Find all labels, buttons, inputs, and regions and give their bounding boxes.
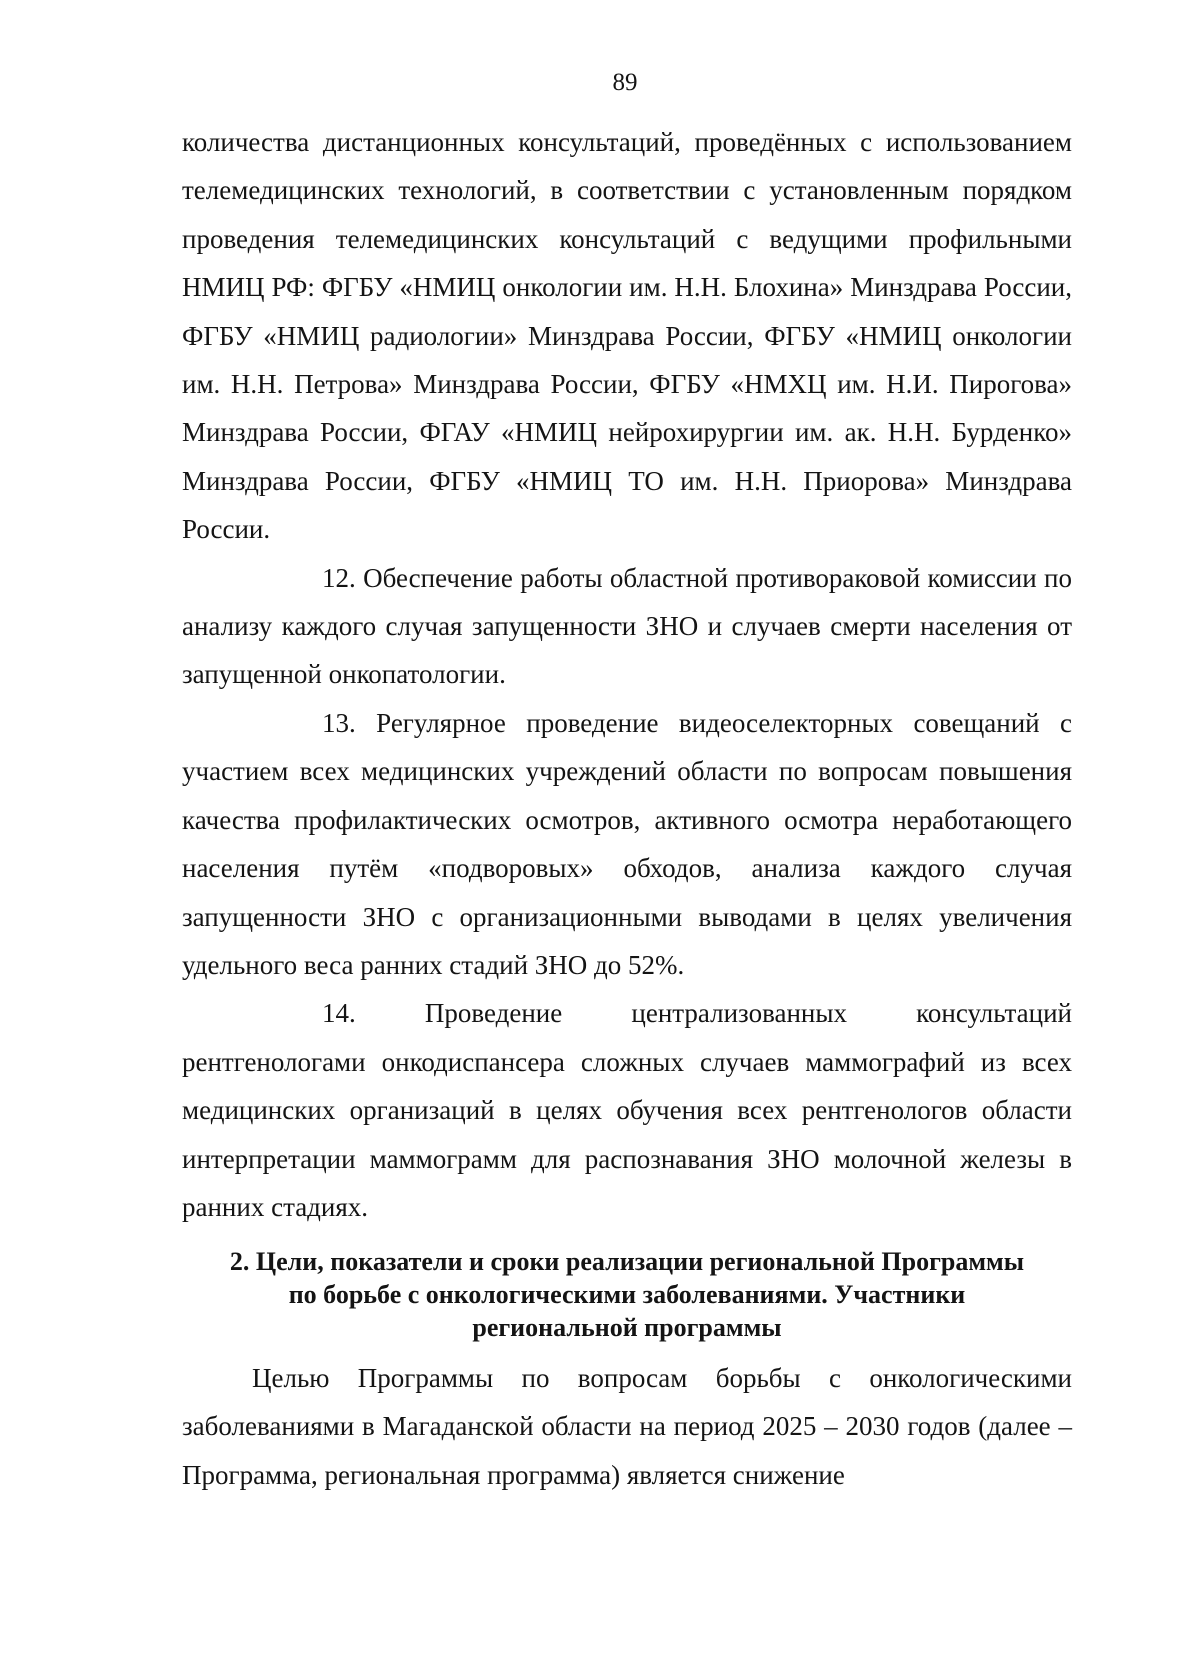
paragraph-item-13	[182, 699, 1072, 989]
page-number: 89	[612, 69, 638, 96]
paragraph-item-14	[182, 989, 1072, 1231]
item-text-12: Обеспечение работы областной противораковой комиссии по анализу каждого случая запущенности ЗНО и случаев смерти населения от запущенной онкопатологии.	[182, 562, 1073, 690]
section-heading-line-2: по борьбе с онкологическими заболеваниями. Участники	[288, 1280, 966, 1309]
item-text-14: Проведение централизованных консультаций рентгенологами онкодиспансера сложных случаев маммографий из всех медицинских организаций в целях обучения всех рентгенологов области интерпретации маммограмм для распознавания ЗНО молочной железы в ранних стадиях.	[182, 998, 1072, 1222]
goal-text	[182, 1354, 1072, 1499]
item-text-13: Регулярное проведение видеоселекторных совещаний с участием всех медицинских учреждений области по вопросам повышения качества профилактических осмотров, активного осмотра неработающего населения путём «подворовых» обходов, анализа каждого случая запущенности ЗНО с организационными выводами в целях увеличения удельного веса ранних стадий ЗНО до 52%.	[182, 707, 1073, 980]
section-heading	[182, 1245, 1072, 1344]
item-number-14: 14.	[322, 998, 356, 1029]
body-text	[182, 118, 1072, 1231]
paragraph-goal: Целью Программы по вопросам борьбы с онкологическими заболеваниями в Магаданской области на период 2025 – 2030 годов (далее – Программа, региональная программа) является снижение	[182, 1363, 1072, 1490]
item-number-13: 13.	[322, 707, 356, 738]
section-heading-line-1: 2. Цели, показатели и сроки реализации региональной Программы	[229, 1247, 1025, 1276]
item-number-12: 12.	[322, 562, 356, 593]
paragraph-continuation: количества дистанционных консультаций, проведённых с использованием телемедицинских технологий, в соответствии с установленным порядком проведения телемедицинских консультаций с ведущими профильными НМИЦ РФ: ФГБУ «НМИЦ онкологии им. Н.Н. Блохина» Минздрава России, ФГБУ «НМИЦ радиологии» Минздрава России, ФГБУ «НМИЦ онкологии им. Н.Н. Петрова» Минздрава России, ФГБУ «НМХЦ им. Н.И. Пирогова» Минздрава России, ФГАУ «НМИЦ нейрохирургии им. ак. Н.Н. Бурденко» Минздрава России, ФГБУ «НМИЦ ТО им. Н.Н. Приорова» Минздрава России.	[182, 127, 1072, 545]
paragraph-item-12	[182, 554, 1072, 699]
section-heading-line-3: региональной программы	[472, 1313, 782, 1342]
